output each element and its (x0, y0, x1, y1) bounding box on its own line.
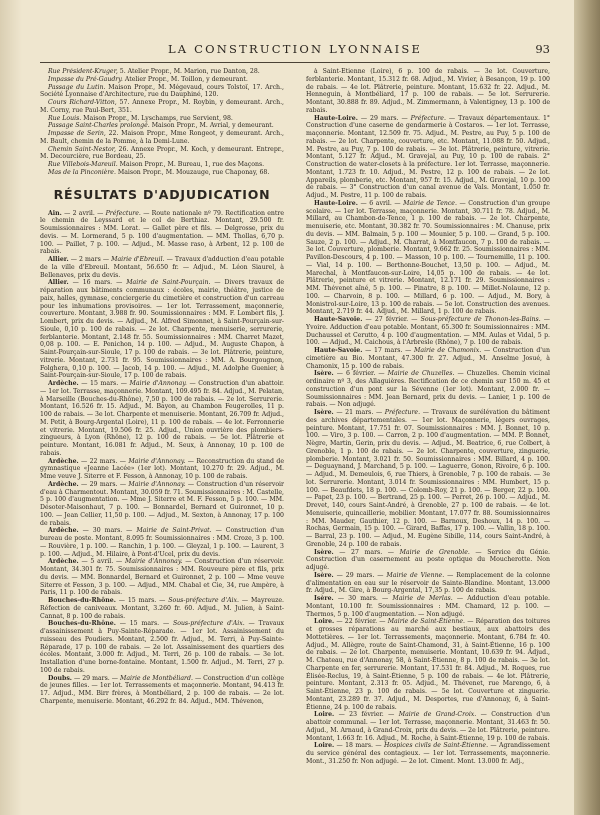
entry-authority: Préfecture. (384, 409, 421, 416)
entry-date: — 16 mars. — (68, 279, 127, 287)
street-name: Passage Saint-Charles prolongé. (48, 122, 150, 130)
entry-location: Ardèche. (48, 527, 79, 535)
adjudication-entry (306, 370, 550, 409)
entry-location: Haute-Loire. (314, 199, 358, 207)
entry-details: — Travaux d'adduction d'eau potable de la ville d'Ebreuil. Montant, 56.650 fr. — Adjud., M. Léon Siaurel, à Bellenaves, prix du devis. (40, 256, 284, 279)
address-details: Maison Propr., M. Mouzauge, rue Chaponay, 68. (115, 168, 270, 176)
entry-details: — Route nationale nº 79. Rectification entre le chemin de Leyssard et le col de Berthiaz. Montant, 29.500 fr. Soumissionnaires : MM. Lorat. — Gallet père et fils. — Delgrosse, prix du devis. — M. Lormerand, 5 p. 100 d'augmentation. — MM. Thollas, 6,70 p. 100. — Paillet, 7 p. 100. — Adjud., M. Masse raso, à Arbent, 12 p. 100 de rabais. (40, 209, 284, 256)
entry-details: — Travaux départementaux. 1° Construction d'une caserne de gendarmerie à Costaros. — 1er lot. Terrasse, maçonnerie. Montant, 12.509 fr. 75. Adjud., M. Pestre, au Puy, 5 p. 100 de rabais. — 2e lot. Charpente, couverture, etc. Montant, 11.088 fr. 50. Adjud., M. Pestre, au Puy, 7 p. 100 de rabais. — 3e lot. Plâtrerie, peinture, vitrerie. Montant, 5.127 fr. Adjud., M. Gravejal, au Puy, 10 p. 100 de rabais. 2° Construction de water-closets à la préfecture. 1er lot. Terrasse, maçonnerie. Montant, 1.723 fr. 10. Adjud., M. Pestre, 12 p. 100 de rabais. — 2e lot. Appareils, plomberie, etc. Montant, 957 fr. 15. Adjud., M. Gravejal, 10 p. 100 de rabais. — 3° Construction d'un canal avenue de Vals. Montant, 1.050 fr. Adjud., M. Pestre, 11 p. 100 de rabais. (306, 114, 550, 199)
entry-date: — 2 avril. — (61, 209, 106, 217)
address-details: Maison Propr., M. Bureau, 1, rue des Maçons. (117, 161, 265, 168)
entry-authority: Mairie de Chamonix. (414, 347, 482, 354)
entry-details: — Reconstruction du stand de gymnastique «Jeanne Lacée» (1er lot). Montant, 10.270 fr. 29. Adjud., M. Mme veuve J. Siterre et F. Fesson, à Annonay, 10 p. 100 de rabais. (40, 457, 284, 480)
street-name: Impasse de Serin, (48, 130, 106, 137)
address-details: 5. Atelier Propr., M. Marion, rue Danton, 28. (117, 68, 260, 75)
book-spine (574, 0, 600, 815)
entry-authority: Sous-préfecture d'Aix. (168, 597, 239, 604)
entry-authority: Sous-préfecture de Thonon-les-Bains. (420, 316, 541, 323)
entry-details: — Construction d'un bureau de poste. Montant, 8.095 fr. Soumissionnaires : MM. Croze, 3 p. 100. — Rouvière, 1 p. 100. — Ranchin, 1 p. 100. — Gleyzal, 1 p. 100. — Laurent, 3 p. 100. — Adjud., M. Hilaire, à Pont-d'Ucel, prix du devis. (40, 527, 284, 558)
entry-date: — 2 mars — (68, 256, 112, 263)
entry-details: — Construction d'un cimetière au Bio. Montant, 47.300 fr. 27. Adjud., M. Anselme Josué, à Chamonix, 15 p. 100 de rabais. (306, 347, 550, 370)
address-details: Maison Propr., M. Mégevaud, cours Tolstoï, 17. Arch., Société Lyonnaise d'Architecture, rue du Dauphiné, 120. (40, 83, 284, 99)
page-number: 93 (535, 42, 550, 56)
entry-date: — 22 février. — (334, 618, 388, 626)
entry-details: — Construction d'un réservoir. Montant, 34.301 fr. 75. Soumissionnaires : MM. Rouveure père et fils, prix du devis. — MM. Bonnardel, Bernard et Guironnet, 2 p. 100 — Mme veuve Siterre et Fesson, 3 p. 100. — Adjud., MM. Chabal et Cie, 34, rue Ampère, à Paris, 11 p. 100 de rabais. (40, 558, 284, 597)
entry-authority: Mairie de Grenoble. (399, 548, 470, 556)
adjudication-entry (306, 742, 550, 765)
address-details: Maison Propr., M. Avrial, y demeurant. (149, 122, 274, 130)
entry-details: — Adduction d'eau potable. Montant, 10.100 fr. Soumissionnaires : MM. Chamard, 12 p. 100. — Thermos, 5 p. 100 d'augmentation. — Non adjugé. (306, 595, 550, 618)
entry-authority: Mairie d'Annonay. (129, 380, 187, 387)
adjudication-entry (40, 279, 284, 380)
adjudication-entry (306, 409, 550, 549)
street-name: Rue Président-Kruger, (48, 68, 118, 75)
street-name: Rue Villebois-Mareuil. (48, 161, 118, 168)
entry-location: Ardèche. (48, 558, 79, 566)
address-entry (40, 84, 284, 100)
entry-details: — Construction d'un groupe scolaire. — 1er lot. Terrasse, maçonnerie. Montant, 30.711 fr. 78. Adjud., M. Millard, au Chambon-de-Tence, 1 p. 100 de rabais. — 2e lot. Charpente, menuiserie, etc. Montant, 30.382 fr. 70. Soumissionnaires : M. Chanuse, prix du devis. — MM. Balmain, 5 p. 100 — Mounier, 5 p. 100. — Grand, 5 p. 100. Sauze, 2 p. 100. — Adjud., M. Charrat, à Montfaucon, 7 p. 100 de rabais. — 3e lot. Couverture, plomberie. Montant, 9.662 fr. 25. Soumissionnaires : MM. Pavillon-Descours, 4 p. 100. — Masson, 10 p. 100. — Tournemille, 11 p. 100. — Vial, 14 p. 100. — Berthonne-Bouchet, 13,50 p. 100. — Adjud., M. Marechal, à Montfaucon-sur-Loire, 14,05 p. 100 de rabais. — 4e lot. Plâtrerie, peinture et vitrerie. Montant, 12.171 fr. 29. Soumissionnaires : MM. Thévenet aîné, 5 p. 100. — Pinatre, 8 p. 100. — Millet-Nolaune, 12 p. 100. — Charvoin, 8 p. 100. — Millard, 6 p. 100. — Adjud., M. Bory, à Monistrol-sur-Loire, 13 p. 100 de rabais. — 5e lot. Construction des avenues. Montant, 2.719 fr. 44. Adjud., M. Millard, 1 p. 100 de rabais. (306, 199, 550, 316)
entry-location: Isère. (314, 548, 334, 556)
entry-details: — Travaux de surélévation du bâtiment des archives départementales. — 1er lot. Maçonnerie, légers ouvrages, peinture. Montant, 17.751 fr. 07. Soumissionnaires : MM. J. Bonnet, 10 p. 100. — Viro, 3 p. 100. — Carron, 2 p. 100 d'augmentation. — MM. P. Bonnet, Nègre, Martin, Gerin, prix du devis. — Adjud., M. Beatrice, 6, rue Colbert, à Grenoble, 1 p. 100 de rabais. — 2e lot. Charpente, couverture, zinguerie, plomberie. Montant, 3.021 fr. 50. Soumissionnaires : MM. Billard, 4 p. 100. — Deguaynand, J. Marchand, 5 p. 100. — Laguerre, Gonon, Rivoire, 6 p. 100. — Adjud., M. Demeulois, 6, rue Thiers, à Grenoble, 7 p. 100 de rabais. — 3e lot. Serrurerie. Montant, 3.014 fr. Soumissionnaires : MM. Humbert, 15 p. 100. — Beaufdets, 18 p. 100. — Colomb-Roy, 21 p. 100. — Berger, 22 p. 100. — Papet, 23 p. 100. — Bertrand, 25 p. 100. — Perret, 26 p. 100. — Adjud., M. Drevet, 140, cours Saint-André, à Grenoble, 27 p. 100 de rabais. — 4e lot. Menuiserie, quincaillerie, mobilier. Montant, 17.077 fr. 88. Soumissionnaires : MM. Mauder, Gauthier, 12 p. 100. — Barnoux, Deshoux, 14 p. 100. — Rochas, Germain, 15 p. 100. — Girard, Baffas, 17 p. 100. — Vallin, 18 p. 100. — Barral, 23 p. 100. — Adjud., M. Eugène Sibille, 114, cours Saint-André, à Grenoble, 24 p. 100 de rabais. (306, 409, 550, 548)
address-entry (40, 122, 284, 130)
entry-authority: Mairie de Chuzelles. (387, 370, 455, 378)
address-entry (40, 146, 284, 162)
entry-details: — Construction d'un abattoir. — 1er lot. Terrasse, maçonnerie. Montant, 109.495 fr. 84. Adjud., M. Pelatan, à Marseille (Bouches-du-Rhône), 7,50 p. 100 de rabais. — 2e lot. Serrurerie. Montant, 16.526 fr. 15. Adjud., M. Bayon, au Chambon Feugerolles, 11 p. 100 de rabais. — 3e lot. Charpente et menuiserie. Montant, 26.709 fr. Adjud., M. Petit, à Bourg-Argental (Loire), 11 p. 100 de rabais. — 4e lot. Ferronnerie et vitrerie. Montant, 19.506 fr. 25. Adjud., Union ouvrière des plombiers-zingueurs, à Lyon (Rhône), 12 p. 100 de rabais. — 5e lot. Plâtrerie et peinture. Montant, 16.081 fr. Adjud., M. Seux, à Annonay, 10 p. 100 de rabais. (40, 380, 284, 457)
entry-details: — Construction d'un réservoir d'eau à Charmentout. Montant, 30.059 fr. 71. Soumissionnaires : M. Castelle, 5 p. 100 d'augmentation. — Mme J. Siterre et M. F. Fesson, 5 p. 100. — MM. Désoter-Maisonhaut, 7 p. 100. — Bonnardel, Bernard et Guironnet, 10 p. 100. — Jean Cellier, 11,50 p. 100. — Adjud., M. Sexton, à Annonay, 17 p. 100 de rabais. (40, 480, 284, 527)
adjudication-entry (306, 618, 550, 711)
entry-location: Isère. (314, 370, 334, 378)
entry-date: — 29 mars. — (333, 571, 387, 579)
entry-date: — 27 février. — (362, 316, 421, 323)
address-entry (40, 115, 284, 123)
entry-location: Loire. (314, 618, 335, 626)
entry-details: — Mayreuze. Réfection de caniveaux. Montant, 3.260 fr. 60. Adjud., M. Julien, à Saint-Cannat, 8 p. 100 de rabais. (40, 597, 284, 620)
entry-authority: Mairie de Vienne. (386, 571, 445, 579)
entry-details: — Service du Génie. Construction d'un casernement au poste optique du Moucherotte. Non adjugé. (306, 548, 550, 571)
adjudication-entry (306, 200, 550, 316)
entry-date: — 15 mars. — (78, 380, 130, 387)
entry-date: — 27 mars. — (333, 548, 400, 556)
entry-location: Isère. (314, 409, 334, 416)
adjudication-entry (40, 380, 284, 458)
entry-location: Haute-Savoie. (314, 316, 363, 323)
entry-details: — Construction d'un abattoir communal. — 1er lot. Terrasse, maçonnerie. Montant, 31.463 fr. 50. Adjud., M. Arnaud, à Grand-Croix, prix du devis. — 2e lot. Plâtrerie, peinture. Montant, 1.663 fr. 16. Adjud., M. Roche, à Saint-Étienne, 19 p. 100 de rabais. (306, 711, 550, 742)
entry-date: — 17 mars. — (362, 347, 415, 354)
entry-authority: Mairie de Merlas. (392, 595, 453, 602)
entry-date: — 22 mars. — (78, 457, 129, 465)
entry-details: — Remplacement de la colonne d'alimentation en eau sur le réservoir de Sainte-Blandine. Montant, 13.000 fr. Adjud., M. Gire, à Bourg-Argental, 17,35 p. 100 de rabais. (306, 571, 550, 595)
section-title: RÉSULTATS D'ADJUDICATION (53, 186, 271, 202)
entry-location: Allier. (48, 256, 69, 263)
address-entry (40, 76, 284, 84)
page-edge (0, 0, 22, 815)
adjudication-entry (306, 347, 550, 370)
entry-date: — 18 mars. — (334, 742, 384, 750)
address-details: 26. Annexe Propr., M. Koch, y demeurant. Entrepr., M. Decourcière, rue Bordeau, 25. (40, 145, 284, 161)
entry-authority: Hospices civils de Saint-Étienne. (383, 742, 489, 750)
adjudication-entry (306, 115, 550, 200)
adjudication-entry (306, 316, 550, 347)
entry-location: Ardèche. (48, 380, 79, 387)
entry-date: — 15 mars. — (115, 597, 169, 604)
entry-authority: Mairie de Montbéliard. (119, 674, 193, 682)
street-name: Cours Richard-Vitton, (48, 99, 117, 106)
adjudication-entry (40, 458, 284, 481)
adjudication-entry (40, 256, 284, 279)
entry-authority: Mairie d'Annonay. (128, 457, 186, 465)
adjudication-entry (40, 620, 284, 674)
entry-authority: Mairie d'Annonay. (124, 558, 183, 566)
address-entry (40, 161, 284, 169)
street-name: Chemin Saint-Nestor, (48, 145, 116, 153)
adjudication-entry (306, 711, 550, 742)
right-column (306, 68, 550, 808)
adjudication-entry (40, 675, 284, 706)
entry-date: — 29 mars. — (71, 674, 120, 682)
address-entry (40, 68, 284, 76)
entry-date: — 30 mars. — (333, 595, 393, 602)
address-details: Atelier Propr., M. Toillon, y demeurant. (122, 75, 248, 83)
address-entry (40, 130, 284, 146)
address-entry (40, 99, 284, 115)
adjudication-entry (40, 210, 284, 257)
adjudication-entry (40, 558, 284, 597)
page-header (40, 42, 550, 60)
entry-date: — 6 février. — (333, 370, 388, 378)
entry-authority: Mairie de Saint-Pourçain. (126, 279, 211, 287)
entry-authority: Mairie de Saint-Étienne. (387, 618, 466, 626)
adjudication-entry (306, 572, 550, 595)
entry-location: Haute-Savoie. (314, 347, 363, 354)
header-rule (40, 62, 550, 63)
street-name: Passage du Lutin. (48, 83, 106, 91)
entry-location: Bouches-du-Rhône. (48, 597, 116, 604)
entry-date: — 5 avril. — (78, 558, 125, 566)
entry-details: à Saint-Étienne (Loire), 6 p. 100 de rabais. — 3e lot. Couverture, ferblanterie. Montant, 15.312 fr. 68. Adjud., M. Vivier, à Besançon, 19 p. 100 de rabais. — 4e lot. Plâtrerie, peinture. Montant, 15.632 fr. 22. Adjud., M. Henneguin, à Montbéliard, 17 p. 100 de rabais. — 5e lot. Serrurerie. Montant, 30.888 fr. 89. Adjud., M. Zimmermann, à Valentigney, 13 p. 100 de rabais. (306, 68, 550, 114)
adjudication-entry (306, 68, 550, 115)
address-entry (40, 169, 284, 177)
entry-location: Ardèche. (48, 457, 79, 465)
entry-location: Isère. (314, 571, 334, 579)
entry-authority: Mairie d'Ebreuil. (111, 256, 165, 263)
entry-date: — 29 mars. — (357, 114, 411, 122)
entry-date: — 6 avril. — (357, 199, 404, 207)
adjudication-entry (306, 595, 550, 618)
entry-date: — 30 mars. — (78, 527, 137, 535)
adjudication-list-right (306, 68, 550, 766)
adjudication-entry (40, 527, 284, 558)
entry-details: — Réparation des toitures et grosses réparations au marché aux bestiaux, aux abattoirs des Mottetières. — 1er lot. Terrassements, maçonnerie. Montant, 6.784 fr. 40. Adjud., M. Allègre, route de Saint-Chamond, 31, à Saint-Étienne, 16 p. 100 de rabais. — 2e lot. Charpente, menuiserie. Montant, 10.639 fr. 94. Adjud., M. Chateau, rue d'Annonay, 58, à Saint-Étienne, 8 p. 100 de rabais. — 3e lot. Charpente en fer, serrurerie. Montant, 17.531 fr. 84. Adjud., M. Roques, rue Élisée-Reclus, 19, à Saint-Étienne, 5 p. 100 de rabais. — 4e lot. Plâtrerie, peinture. Montant, 2.313 fr. 05. Adjud., M. Thévenet, rue Marengo, 6, à Saint-Étienne, 23 p. 100 de rabais. — 5e lot. Couverture et zinguerie. Montant, 23.289 fr. 37. Adjud., M. Desportes, rue d'Annonay, 6, à Saint-Étienne, 24 p. 100 de rabais. (306, 618, 550, 711)
entry-details: — Yvoire. Adduction d'eau potable. Montant, 65.300 fr. Soumissionnaires : MM. Duchaussel et Cerutto, 4 p. 100 d'augmentation. — MM. Aulas et Vidal, 5 p. 100. — Adjud., M. Caichous, à l'Arbresle (Rhône), 7 p. 100 de rabais. (306, 316, 550, 347)
address-details: Maison Propr., M. Lyschamps, rue Servient, 98. (81, 114, 233, 122)
entry-location: Allier. (48, 279, 69, 287)
adjudication-entry (40, 597, 284, 620)
adjudication-list-left (40, 210, 284, 706)
address-details: 57. Annexe Propr., M. Roybin, y demeurant. Arch., M. Corny, rue Paul-Bert, 351. (40, 99, 284, 114)
entry-date: — 15 mars. — (115, 620, 173, 628)
entry-authority: Préfecture. (410, 114, 446, 122)
left-column (40, 68, 284, 808)
entry-location: Haute-Loire. (314, 114, 358, 122)
entry-authority: Mairie d'Annonay. (128, 480, 186, 488)
entry-details: — Travaux d'assainissement à Puy-Sainte-Réparade. — 1er lot. Assainissement du ruisseau des Poudiers. Montant, 2.500 fr. Adjud., M. Terri, à Puy-Sainte-Réparade, 17 p. 100 de rabais. — 2e lot. Assainissement des quartiers des écoles. Montant, 3.000 fr. Adjud., M. Terri, 26 p. 100 de rabais. — 3e lot. Installation d'une borne-fontaine. Montant, 1.500 fr. Adjud., M. Terri, 27 p. 100 de rabais. (40, 620, 284, 674)
entry-location: Isère. (314, 595, 334, 602)
entry-date: — 23 février. — (334, 711, 399, 719)
running-head: LA CONSTRUCTION LYONNAISE (167, 42, 423, 56)
entry-location: Loire. (314, 711, 335, 719)
adjudication-entry (40, 481, 284, 528)
entry-location: Loire. (314, 742, 335, 750)
entry-date: — 21 mars. — (333, 409, 385, 416)
entry-authority: Sous-préfecture d'Aix. (172, 620, 245, 628)
address-details: 22. Maison Propr., Mme Rongeot, y demeurant. Arch., M. Bault, chemin de la Pomme, à la Demi-Lune. (40, 130, 284, 145)
address-list (40, 68, 284, 177)
entry-date: — 29 mars. — (78, 480, 129, 488)
street-name: Mas de la Pinconière. (48, 168, 116, 176)
entry-details: — Chuzelles. Chemin vicinal ordinaire nº 3, des Allaguières. Rectification de ce chemin sur 150 m. 45 et construction d'un pont sur la Sévenne (1er lot). Montant, 2.000 fr. — Soumissionnaires : MM. Jean Bernard, prix du devis. — Lanier, 1 p. 100 de rabais. — Non adjugé. (306, 370, 550, 409)
entry-authority: Mairie de Grand-Croix. (398, 711, 477, 719)
entry-location: Ardèche. (48, 480, 79, 488)
entry-details: — Divers travaux de réparation aux bâtiments communaux : écoles, mairie, théâtre, justice de paix, halles, gymnase, conciergerie du cimetière et construction d'un carreau pour les inhumations provisoires. — 1er lot. Terrassement, maçonnerie, couverture. Montant, 3.988 fr. 90. Soumissionnaires : MM. F. Lombert fils, J. Lombert, prix du devis. — Adjud., M. Alfred Simonnet, à Saint-Pourçain-sur-Sioule, 0,10 p. 100 de rabais. — 2e lot. Charpente, menuiserie, serrurerie, ferblanterie. Montant, 2.148 fr. 55. Soumissionnaires : MM. Charret Mazet, 0,08 p. 100. — E. Penichon, 14 p. 100. — Adjud., M. Auguste Chapon, à Saint-Pourçain-sur-Sioule, 17 p. 100 de rabais. — 3e lot. Plâtrerie, peinture, vitrerie. Montant, 2.731 fr. 95. Soumissionnaires : MM. A. Bourgougnon, Folghera, 0,10 p. 100. — Jacob, 14 p. 100. — Adjud., M. Adolphe Guenier, à Saint-Pourçain-sur-Sioule, 17 p. 100 de rabais. (40, 279, 284, 380)
street-name: Impasse du Pré-Gaudry. (48, 75, 123, 83)
entry-authority: Mairie de Tence. (403, 199, 457, 207)
entry-location: Doubs. (48, 674, 72, 682)
street-name: Rue Louis. (48, 114, 82, 122)
entry-details: — Construction d'un collège de jeunes filles. — 1er lot. Terrassements et maçonnerie. Montant, 94.413 fr. 17. Adjud., MM. Birr frères, à Montbéliard, 2 p. 100 de rabais. — 2e lot. Charpente, menuiserie. Montant, 46.292 fr. 84. Adjud., MM. Thévenon, (40, 674, 284, 705)
entry-authority: Mairie de Saint-Privat. (136, 527, 212, 535)
adjudication-entry (306, 549, 550, 572)
entry-details: — Agrandissement du service général des contagieux. — 1er lot. Terrassements, maçonnerie. Mont., 31.250 fr. Non adjugé. — 2e lot. Ciment. Mont. 13.000 fr. Adj., (306, 742, 550, 765)
entry-authority: Préfecture. (105, 209, 141, 217)
entry-location: Ain. (48, 209, 62, 217)
entry-location: Bouches-du-Rhône. (48, 620, 116, 628)
